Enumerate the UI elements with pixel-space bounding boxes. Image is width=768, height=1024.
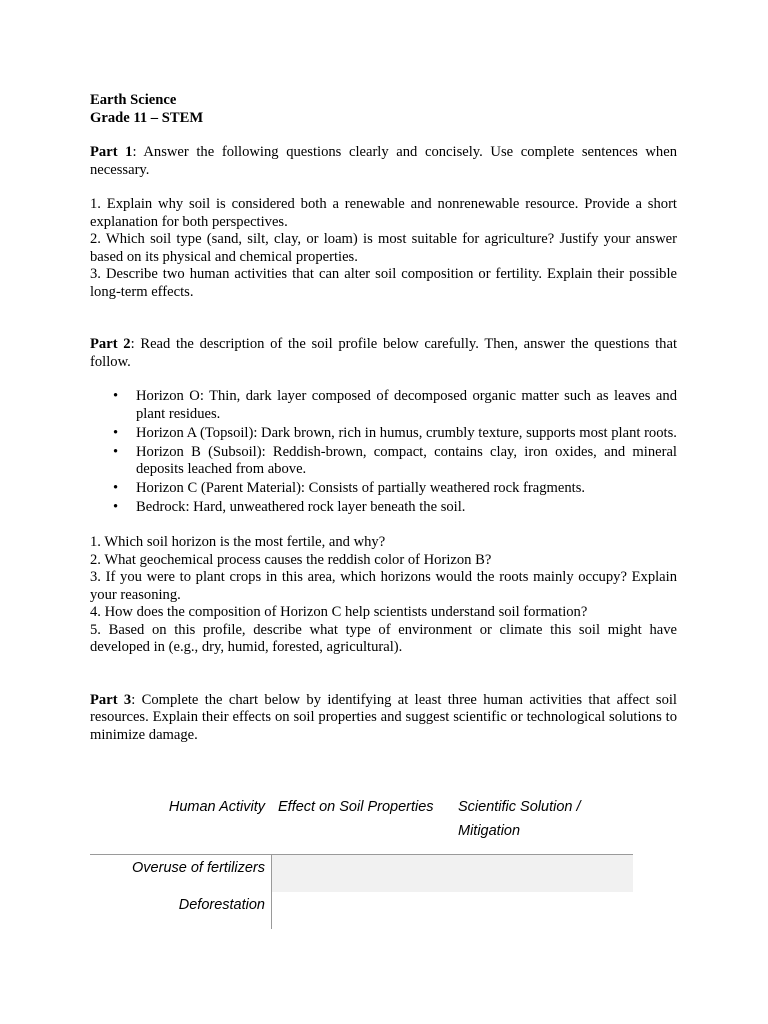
horizon-c-text: Horizon C (Parent Material): Consists of partially weathered rock fragments.: [136, 480, 586, 496]
part2-instructions: [90, 336, 677, 371]
effect-cell[interactable]: [272, 892, 633, 929]
part2-questions: [90, 534, 677, 657]
horizon-o-text: Horizon O: Thin, dark layer composed of decomposed organic matter such as leaves and plant residues.: [136, 388, 677, 422]
part1-instructions-text: : Answer the following questions clearly and concisely. Use complete sentences when necessary.: [90, 144, 678, 178]
part3-instructions-text: : Complete the chart below by identifying at least three human activities that affect soil resources. Explain their effects on soil properties and suggest scientific or technological solutions to minimize damage.: [90, 691, 677, 743]
activity-cell: Deforestation: [178, 897, 265, 913]
part1-question-2: 2. Which soil type (sand, silt, clay, or loam) is most suitable for agriculture? Justify your answer based on its physical and chemical properties.: [90, 231, 677, 265]
part1-question-1: 1. Explain why soil is considered both a renewable and nonrenewable resource. Provide a short explanation for both perspectives.: [90, 196, 677, 230]
header-human-activity: Human Activity: [168, 799, 265, 815]
part2-question-1: 1. Which soil horizon is the most fertile, and why?: [90, 534, 386, 550]
bullet-icon: •: [113, 443, 119, 460]
part1-question-3: 3. Describe two human activities that can alter soil composition or fertility. Explain their possible long-term effects.: [90, 266, 677, 300]
list-item: [90, 425, 677, 443]
bullet-icon: •: [113, 388, 119, 404]
activity-cell: Overuse of fertilizers: [132, 860, 265, 876]
header-scientific-solution: Scientific Solution / Mitigation: [458, 799, 581, 839]
worksheet-page: [90, 92, 677, 744]
part2-label: Part 2: [90, 336, 131, 352]
part1-label: Part 1: [90, 144, 133, 160]
table-row: [90, 892, 633, 929]
part1-questions: [90, 196, 677, 301]
effect-cell[interactable]: [272, 855, 633, 892]
list-item: [90, 388, 677, 423]
part2-question-3: 3. If you were to plant crops in this area, which horizons would the roots mainly occupy? Explain your reasoning.: [90, 569, 677, 603]
bullet-icon: •: [113, 424, 119, 441]
bedrock-text: Bedrock: Hard, unweathered rock layer beneath the soil.: [136, 499, 466, 515]
table-row: [90, 855, 633, 892]
horizon-a-text: Horizon A (Topsoil): Dark brown, rich in humus, crumbly texture, supports most plant roots.: [136, 424, 677, 441]
bullet-icon: •: [113, 499, 119, 515]
bullet-icon: •: [113, 480, 119, 496]
subject-title: Earth Science: [90, 92, 177, 108]
part3-instructions: [90, 692, 677, 745]
list-item: [90, 480, 677, 498]
part2-question-5: 5. Based on this profile, describe what type of environment or climate this soil might have developed in (e.g., dry, humid, forested, agricultural).: [90, 621, 677, 655]
chart-table-header: [90, 795, 635, 855]
header-effect-on-soil: Effect on Soil Properties: [278, 799, 434, 815]
part1-instructions: [90, 144, 677, 179]
soil-horizon-list: [90, 388, 677, 517]
part2-instructions-text: : Read the description of the soil profile below carefully. Then, answer the questions that follow.: [90, 336, 677, 370]
part2-question-4: 4. How does the composition of Horizon C help scientists understand soil formation?: [90, 604, 588, 620]
part3-label: Part 3: [90, 691, 132, 708]
grade-label: Grade 11 – STEM: [90, 109, 204, 126]
list-item: [90, 499, 677, 517]
part2-question-2: 2. What geochemical process causes the reddish color of Horizon B?: [90, 551, 492, 568]
horizon-b-text: Horizon B (Subsoil): Reddish-brown, compact, contains clay, iron oxides, and mineral deposits leached from above.: [136, 443, 677, 477]
list-item: [90, 444, 677, 479]
